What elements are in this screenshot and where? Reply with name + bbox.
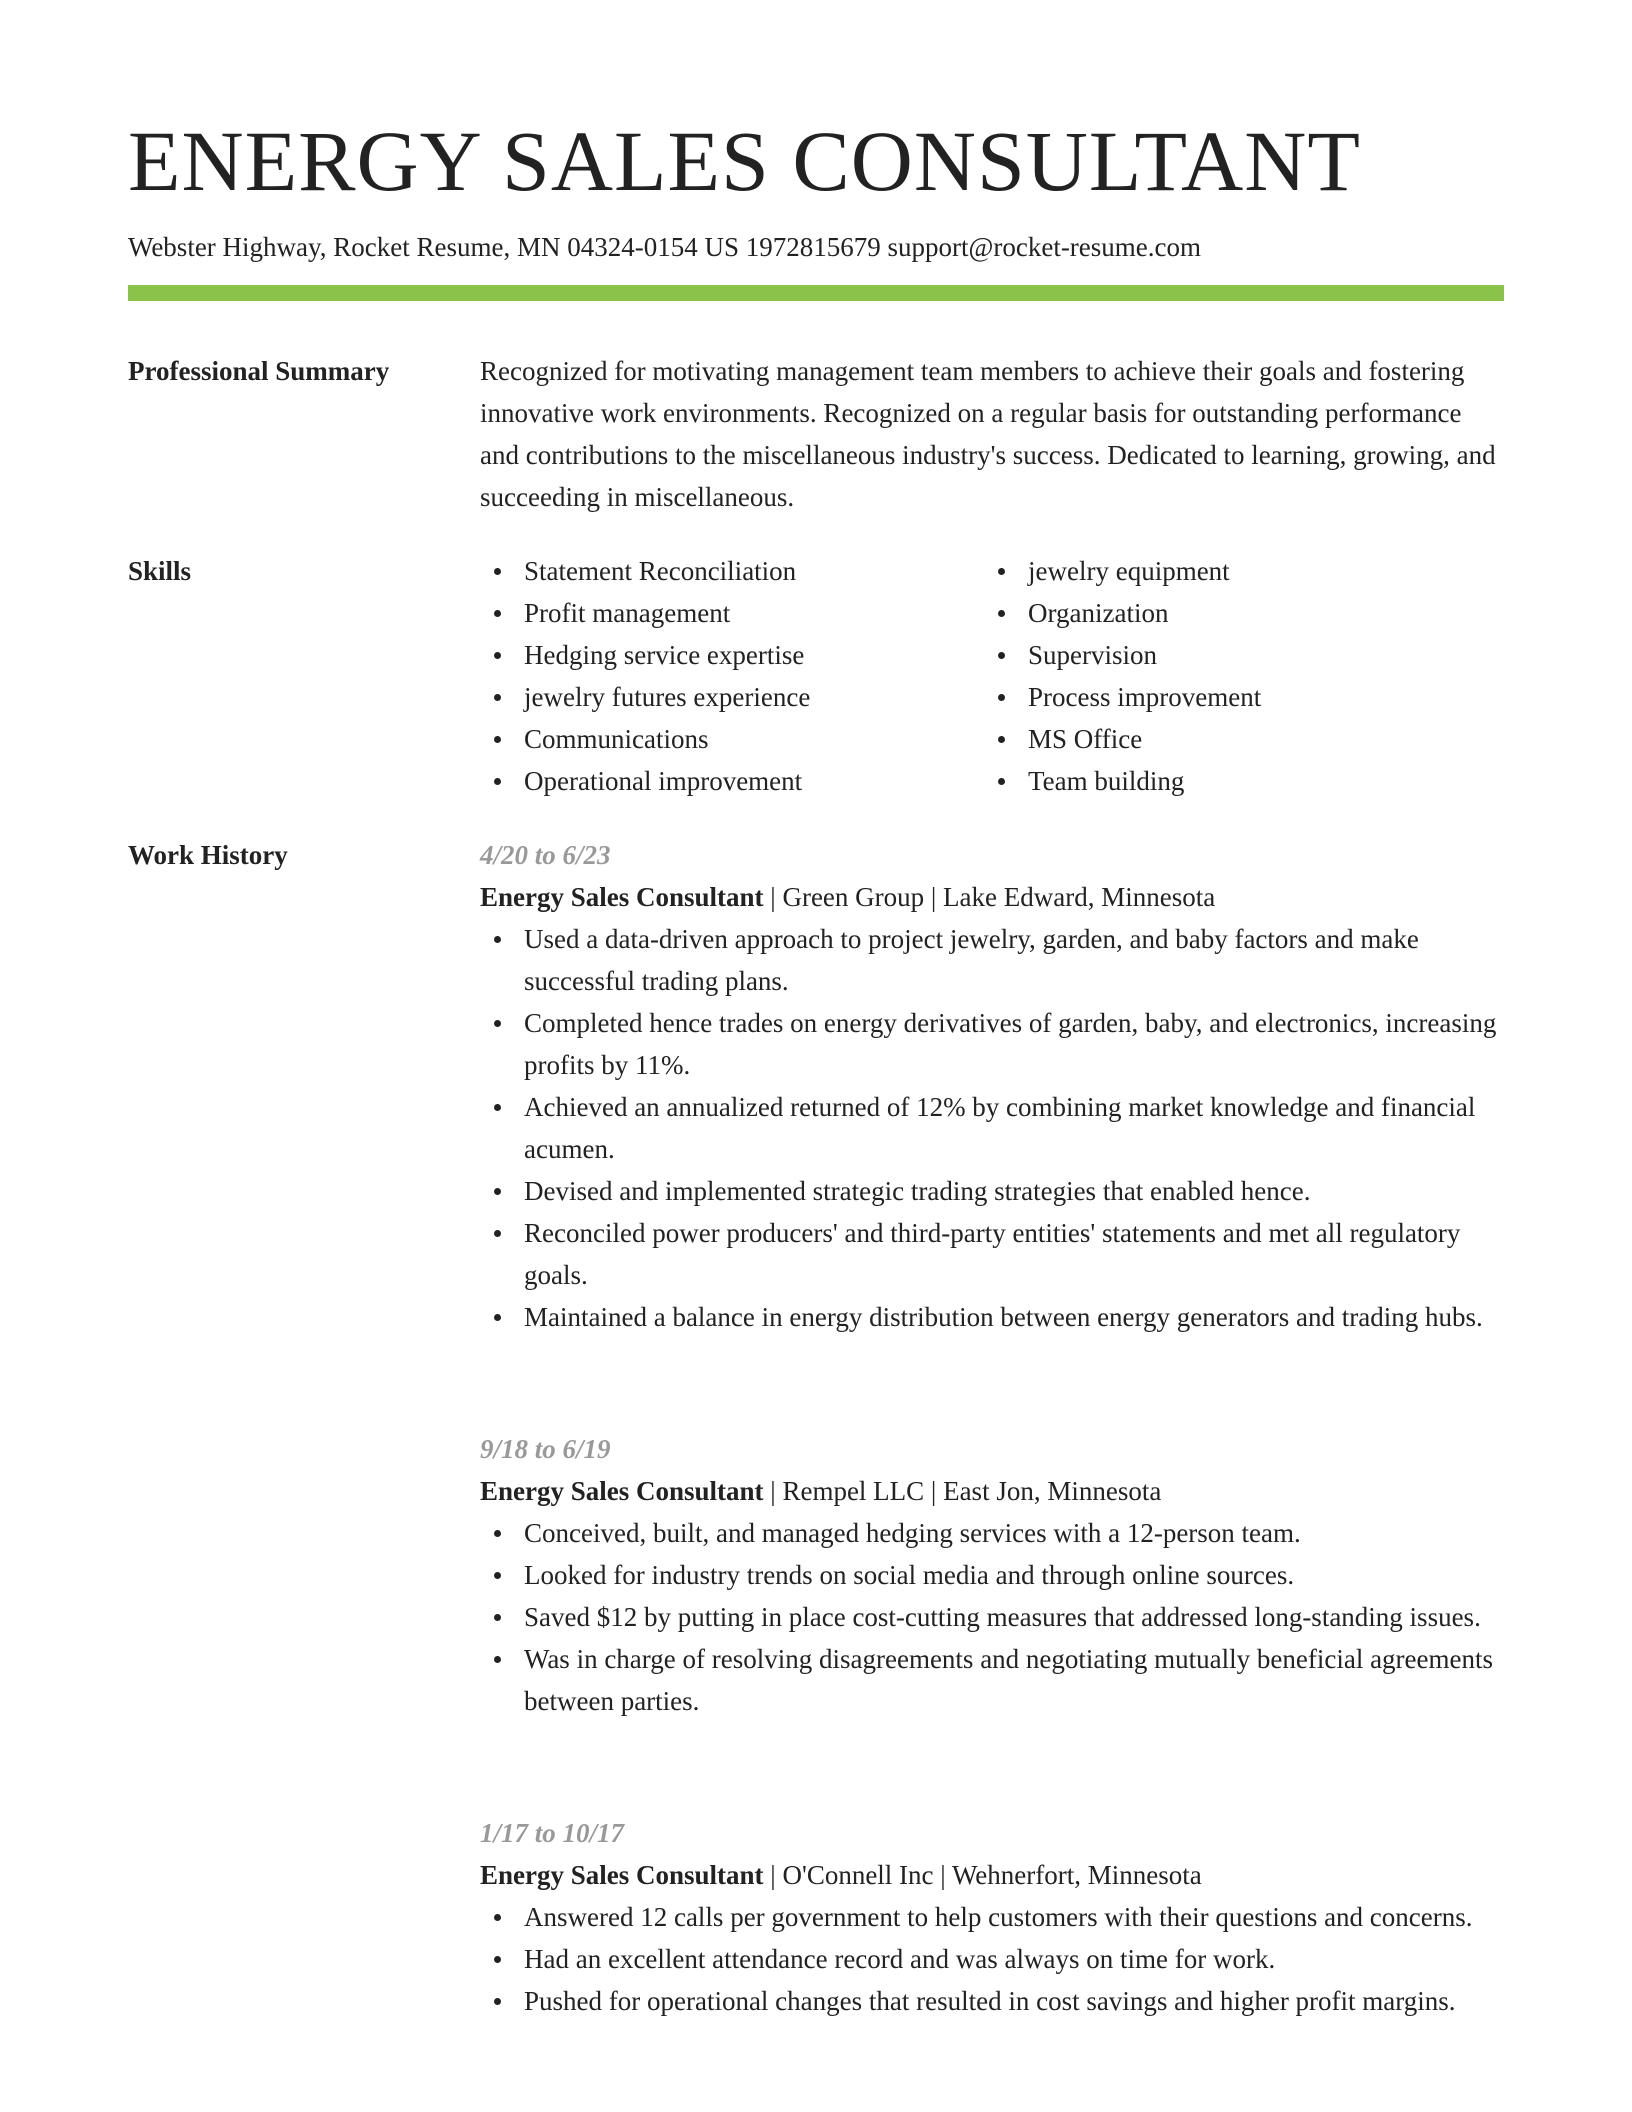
job-title: Energy Sales Consultant xyxy=(480,882,764,912)
skill-item: Process improvement xyxy=(984,676,1488,718)
job-details: | Rempel LLC | East Jon, Minnesota xyxy=(763,1476,1162,1506)
header-divider xyxy=(128,285,1504,301)
job-dates: 4/20 to 6/23 xyxy=(480,840,611,870)
skill-item: Hedging service expertise xyxy=(480,634,984,676)
skills-column-left xyxy=(480,550,984,802)
summary-text: Recognized for motivating management team members to achieve their goals and fostering innovative work environments. Recognized on a regular basis for outstanding performance and contributions to the miscellaneous industry's success. Dedicated to learning, growing, and succeeding in miscellaneous. xyxy=(480,356,1496,512)
job-bullet: Looked for industry trends on social media and through online sources. xyxy=(480,1554,1504,1596)
skill-item: Operational improvement xyxy=(480,760,984,802)
job-dates: 1/17 to 10/17 xyxy=(480,1818,625,1848)
resume-title: ENERGY SALES CONSULTANT xyxy=(128,113,1361,209)
skill-item: Organization xyxy=(984,592,1488,634)
job-bullet: Reconciled power producers' and third-party entities' statements and met all regulatory goals. xyxy=(480,1212,1504,1296)
job-heading xyxy=(480,1470,1504,1512)
job-bullets xyxy=(480,918,1504,1338)
skill-item: jewelry futures experience xyxy=(480,676,984,718)
job-bullet: Had an excellent attendance record and was always on time for work. xyxy=(480,1938,1504,1980)
skill-item: MS Office xyxy=(984,718,1488,760)
summary-label: Professional Summary xyxy=(128,356,390,386)
skill-item: Supervision xyxy=(984,634,1488,676)
job-title: Energy Sales Consultant xyxy=(480,1476,764,1506)
skill-item: Team building xyxy=(984,760,1488,802)
job-bullet: Pushed for operational changes that resulted in cost savings and higher profit margins. xyxy=(480,1980,1504,2022)
skill-item: Statement Reconciliation xyxy=(480,550,984,592)
job-entry xyxy=(480,1428,1504,1722)
skills-label: Skills xyxy=(128,556,192,586)
job-bullet: Conceived, built, and managed hedging services with a 12-person team. xyxy=(480,1512,1504,1554)
skill-item: jewelry equipment xyxy=(984,550,1488,592)
job-bullets xyxy=(480,1512,1504,1722)
job-bullet: Was in charge of resolving disagreements and negotiating mutually beneficial agreements between parties. xyxy=(480,1638,1504,1722)
skills-list xyxy=(480,550,1504,802)
skills-column-right xyxy=(984,550,1488,802)
skill-item: Communications xyxy=(480,718,984,760)
job-dates: 9/18 to 6/19 xyxy=(480,1434,611,1464)
job-bullets xyxy=(480,1896,1504,2022)
job-heading xyxy=(480,1854,1504,1896)
job-details: | O'Connell Inc | Wehnerfort, Minnesota xyxy=(763,1860,1202,1890)
job-entry xyxy=(480,834,1504,1338)
job-bullet: Devised and implemented strategic trading strategies that enabled hence. xyxy=(480,1170,1504,1212)
job-title: Energy Sales Consultant xyxy=(480,1860,764,1890)
job-bullet: Completed hence trades on energy derivatives of garden, baby, and electronics, increasing profits by 11%. xyxy=(480,1002,1504,1086)
job-details: | Green Group | Lake Edward, Minnesota xyxy=(763,882,1216,912)
job-bullet: Maintained a balance in energy distribution between energy generators and trading hubs. xyxy=(480,1296,1504,1338)
contact-info: Webster Highway, Rocket Resume, MN 04324-0154 US 1972815679 support@rocket-resume.com xyxy=(128,232,1202,262)
job-bullet: Used a data-driven approach to project jewelry, garden, and baby factors and make successful trading plans. xyxy=(480,918,1504,1002)
job-bullet: Saved $12 by putting in place cost-cutting measures that addressed long-standing issues. xyxy=(480,1596,1504,1638)
job-heading xyxy=(480,876,1504,918)
job-entry xyxy=(480,1812,1504,2022)
skill-item: Profit management xyxy=(480,592,984,634)
job-bullet: Answered 12 calls per government to help customers with their questions and concerns. xyxy=(480,1896,1504,1938)
work-history-label: Work History xyxy=(128,840,288,870)
job-bullet: Achieved an annualized returned of 12% by combining market knowledge and financial acumen. xyxy=(480,1086,1504,1170)
